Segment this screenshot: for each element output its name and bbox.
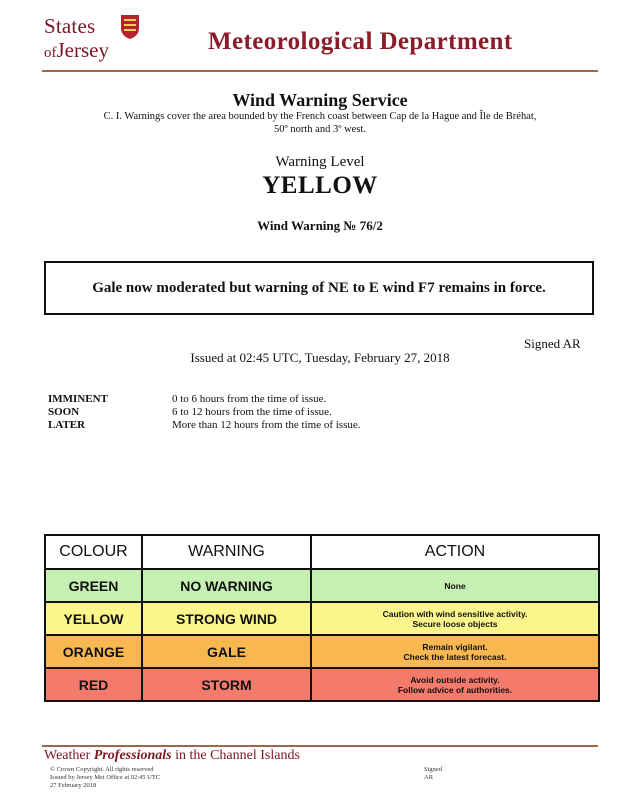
warning-message: Gale now moderated but warning of NE to E wind F7 remains in force. xyxy=(92,279,546,296)
wind-warning-number: Wind Warning № 76/2 xyxy=(257,218,383,233)
table-row xyxy=(45,668,599,701)
department-title: Meteorological Department xyxy=(208,28,513,55)
header-action: ACTION xyxy=(311,535,599,569)
colour-cell: GREEN xyxy=(45,569,142,602)
issued-time: Issued at 02:45 UTC, Tuesday, February 27, 2018 xyxy=(190,350,450,365)
warning-cell: STRONG WIND xyxy=(142,602,311,635)
colour-cell: RED xyxy=(45,668,142,701)
footer-copyright: © Crown Copyright. All rights reserved xyxy=(50,766,154,773)
coverage-text-line1: C. I. Warnings cover the area bounded by the French coast between Cap de la Hague and Île de Bréhat, xyxy=(103,111,537,122)
footer-title: Weather Professionals in the Channel Islands xyxy=(44,748,300,763)
term-value: 6 to 12 hours from the time of issue. xyxy=(172,406,332,418)
table-row xyxy=(45,602,599,635)
term-value: More than 12 hours from the time of issue. xyxy=(172,419,361,431)
action-cell: Remain vigilant. Check the latest forecast. xyxy=(311,635,599,668)
colour-cell: YELLOW xyxy=(45,602,142,635)
footer-date: 27 February 2018 xyxy=(50,782,97,789)
header-divider xyxy=(42,70,598,72)
footer-signed-initials: AR xyxy=(424,774,434,781)
table-header-row xyxy=(45,535,599,569)
action-cell: None xyxy=(311,569,599,602)
warning-cell: STORM xyxy=(142,668,311,701)
table-row xyxy=(45,569,599,602)
warning-levels-table xyxy=(44,534,600,702)
action-cell: Caution with wind sensitive activity. Secure loose objects xyxy=(311,602,599,635)
warning-cell: GALE xyxy=(142,635,311,668)
footer-signed-label: Signed xyxy=(424,766,443,773)
footer-issued: Issued by Jersey Met Office at 02:45 UTC xyxy=(50,774,161,781)
footer-divider xyxy=(42,745,598,747)
states-of-jersey-logo xyxy=(44,14,164,66)
logo-text-states: States xyxy=(44,14,96,38)
warning-level-value: YELLOW xyxy=(262,172,378,199)
coverage-text-line2: 50º north and 3º west. xyxy=(274,124,366,135)
colour-cell: ORANGE xyxy=(45,635,142,668)
action-cell: Avoid outside activity. Follow advice of authorities. xyxy=(311,668,599,701)
service-title: Wind Warning Service xyxy=(232,90,408,110)
warning-level-label: Warning Level xyxy=(275,154,365,170)
table-row xyxy=(45,635,599,668)
term-key: IMMINENT xyxy=(48,393,108,405)
header-warning: WARNING xyxy=(142,535,311,569)
term-key: SOON xyxy=(48,406,80,418)
signed-text: Signed AR xyxy=(524,336,581,351)
term-key: LATER xyxy=(48,419,86,431)
term-value: 0 to 6 hours from the time of issue. xyxy=(172,393,327,405)
logo-text-of-jersey: ofJersey xyxy=(44,38,109,62)
header-colour: COLOUR xyxy=(45,535,142,569)
warning-message-box xyxy=(44,261,594,315)
jersey-crest-icon xyxy=(120,14,140,40)
warning-cell: NO WARNING xyxy=(142,569,311,602)
